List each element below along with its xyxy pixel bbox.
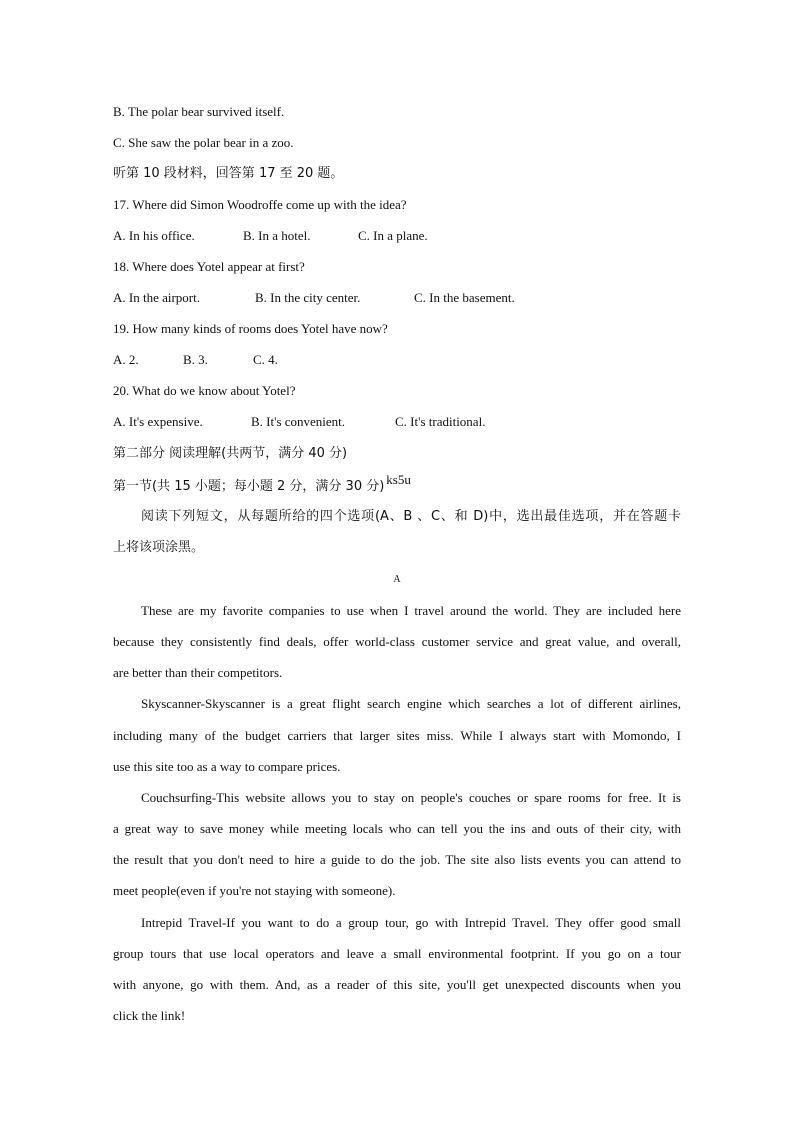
question-19-option-c: C. 4. xyxy=(253,352,278,367)
question-20-option-b: B. It's convenient. xyxy=(251,414,346,429)
question-17-stem: 17. Where did Simon Woodroffe come up with the idea? xyxy=(113,197,407,212)
paragraph-3-line-1: Couchsurfing-This website allows you to stay on people's couches or spare rooms for free. It is xyxy=(141,790,681,805)
question-19-option-a: A. 2. xyxy=(113,352,139,367)
paragraph-2-line-2: including many of the budget carriers that larger sites miss. While I always start with Momondo, I xyxy=(113,728,681,743)
reading-instruction-line-1: 阅读下列短文，从每题所给的四个选项(A、B 、C、和 D)中，选出最佳选项，并在答题卡 xyxy=(141,509,681,524)
question-19-option-b: B. 3. xyxy=(183,352,208,367)
paragraph-1-line-3: are better than their competitors. xyxy=(113,665,283,680)
paragraph-3-line-2: a great way to save money while meeting locals who can tell you the ins and outs of their city, with xyxy=(113,821,681,836)
question-19-options xyxy=(113,349,278,371)
paragraph-2-line-1: Skyscanner-Skyscanner is a great flight search engine which searches a lot of different airlines, xyxy=(141,696,681,711)
question-17-options xyxy=(113,225,428,247)
q16-option-b: B. The polar bear survived itself. xyxy=(113,104,285,119)
question-18-option-c: C. In the basement. xyxy=(414,290,515,305)
paragraph-3-line-4: meet people(even if you're not staying with someone). xyxy=(113,883,396,898)
reading-section-title-line xyxy=(113,472,411,497)
paragraph-4-line-2: group tours that use local operators and leave a small environmental footprint. If you go on a tour xyxy=(113,946,681,961)
paragraph-1-line-2: because they consistently find deals, offer world-class customer service and great value, and overall, xyxy=(113,634,681,649)
watermark-text: ks5u xyxy=(386,472,411,487)
paragraph-4-line-4: click the link! xyxy=(113,1008,186,1023)
material-10-instruction: 听第 10 段材料，回答第 17 至 20 题。 xyxy=(113,166,344,181)
passage-label: A xyxy=(393,574,401,585)
question-18-stem: 18. Where does Yotel appear at first? xyxy=(113,259,305,274)
question-18-option-b: B. In the city center. xyxy=(255,290,361,305)
question-18-options xyxy=(113,287,515,309)
question-17-option-b: B. In a hotel. xyxy=(243,228,311,243)
question-19-stem: 19. How many kinds of rooms does Yotel have now? xyxy=(113,321,388,336)
paragraph-2-line-3: use this site too as a way to compare prices. xyxy=(113,759,341,774)
q16-option-c: C. She saw the polar bear in a zoo. xyxy=(113,135,294,150)
reading-instruction-line-2: 上将该项涂黑。 xyxy=(113,540,205,555)
question-17-option-a: A. In his office. xyxy=(113,228,195,243)
question-20-options xyxy=(113,411,485,433)
paragraph-4-line-1: Intrepid Travel-If you want to do a group tour, go with Intrepid Travel. They offer good small xyxy=(141,915,681,930)
question-20-option-a: A. It's expensive. xyxy=(113,414,203,429)
paragraph-1-line-1: These are my favorite companies to use when I travel around the world. They are included here xyxy=(141,603,681,618)
reading-section-title: 第一节(共 15 小题；每小题 2 分，满分 30 分) xyxy=(113,479,385,494)
reading-part-title: 第二部分 阅读理解(共两节，满分 40 分) xyxy=(113,446,348,461)
question-17-option-c: C. In a plane. xyxy=(358,228,428,243)
question-20-option-c: C. It's traditional. xyxy=(395,414,486,429)
paragraph-4-line-3: with anyone, go with them. And, as a reader of this site, you'll get unexpected discounts when you xyxy=(113,977,681,992)
paragraph-3-line-3: the result that you don't need to hire a guide to do the job. The site also lists events you can attend to xyxy=(113,852,681,867)
question-18-option-a: A. In the airport. xyxy=(113,290,201,305)
question-20-stem: 20. What do we know about Yotel? xyxy=(113,383,296,398)
